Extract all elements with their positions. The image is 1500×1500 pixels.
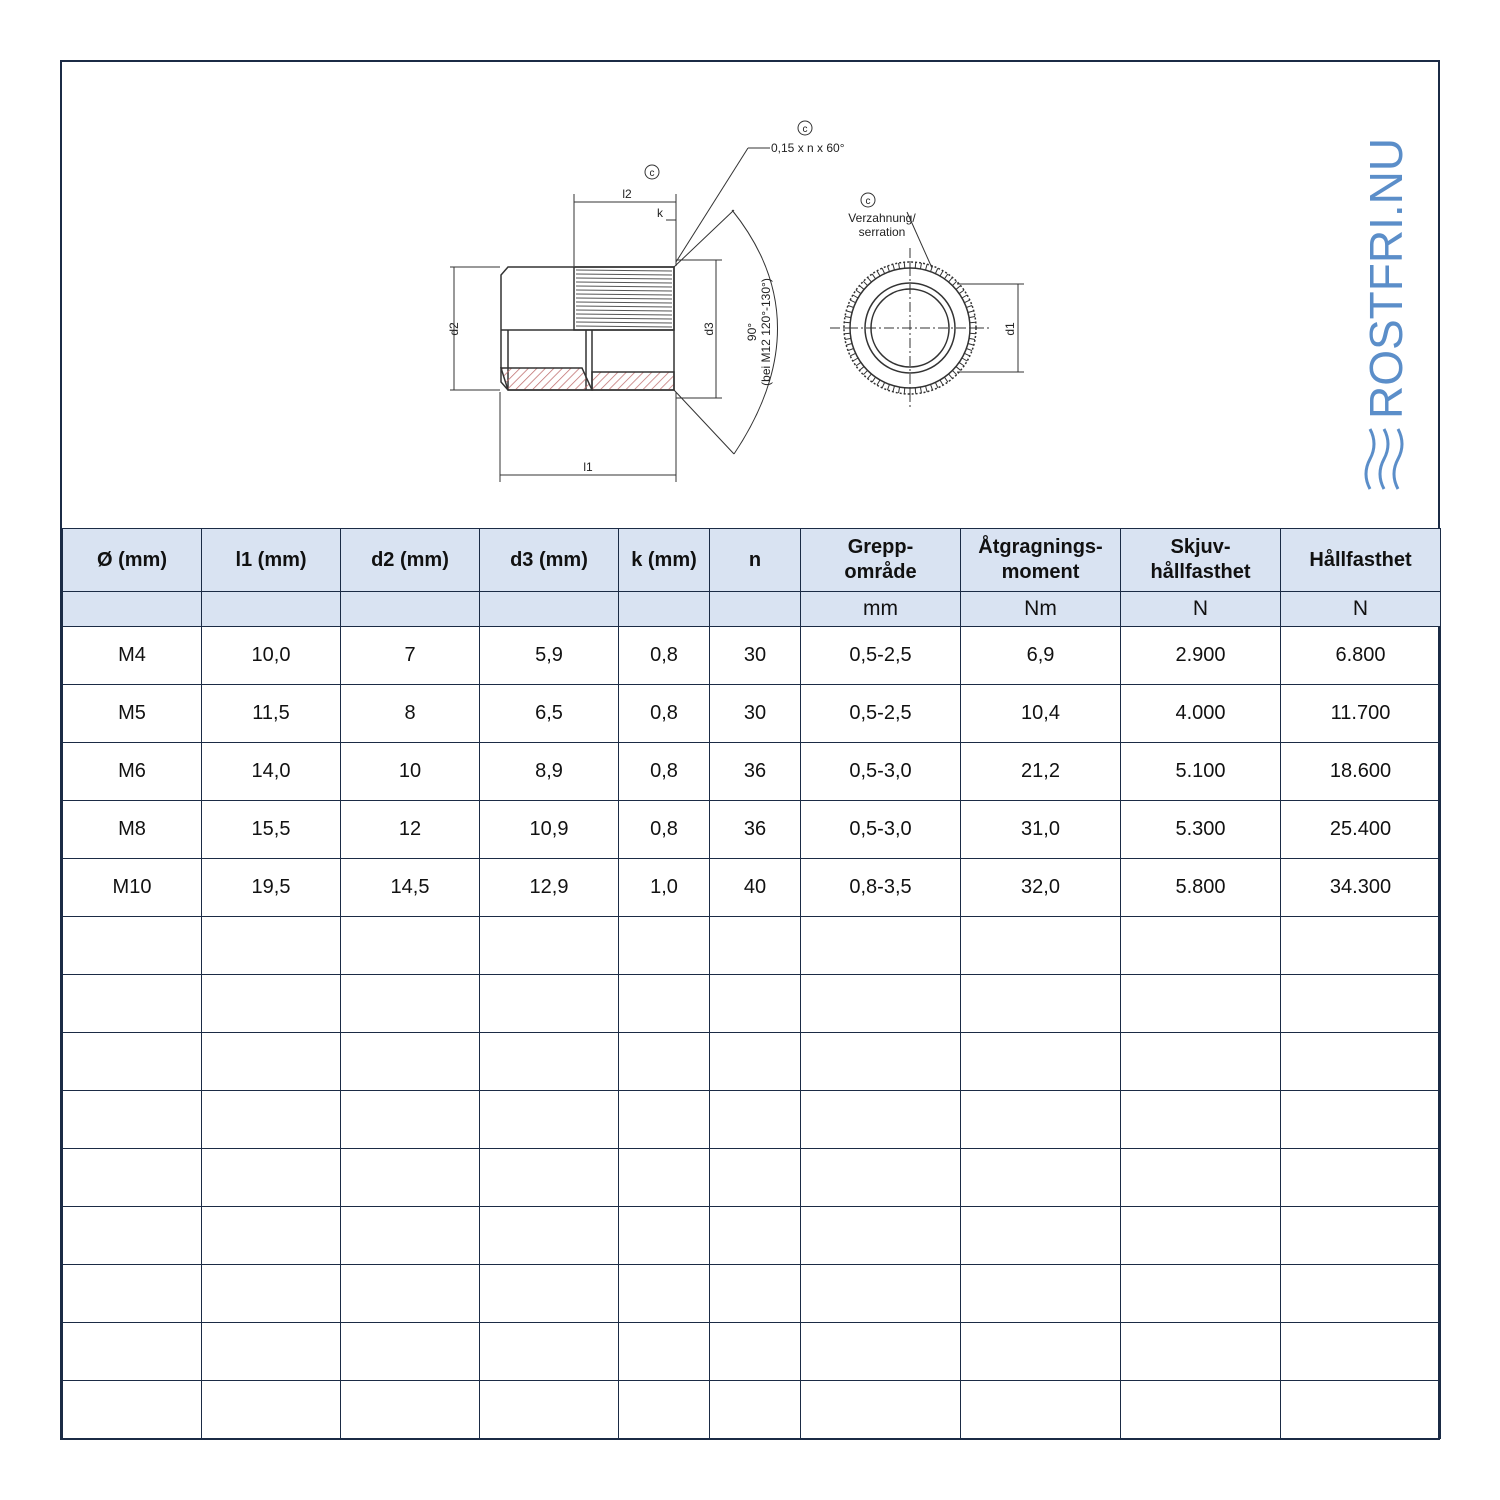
serration-tooth bbox=[926, 386, 928, 392]
table-cell: 40 bbox=[710, 859, 801, 917]
serration-tooth bbox=[966, 305, 972, 307]
serration-tooth bbox=[962, 295, 967, 298]
table-cell: M5 bbox=[63, 685, 202, 743]
table-cell: 30 bbox=[710, 685, 801, 743]
table-cell: 0,8 bbox=[619, 685, 710, 743]
table-cell bbox=[480, 1323, 619, 1381]
column-header-line1: Ø (mm) bbox=[97, 548, 167, 571]
serration-tooth bbox=[899, 387, 900, 393]
table-cell: 19,5 bbox=[202, 859, 341, 917]
dim-l2-label: l2 bbox=[622, 187, 632, 201]
table-cell bbox=[1281, 1149, 1441, 1207]
serration-tooth bbox=[872, 377, 875, 382]
serration-tooth bbox=[863, 370, 867, 374]
serration-tooth bbox=[956, 286, 961, 290]
table-cell bbox=[801, 1149, 961, 1207]
table-cell bbox=[1281, 1265, 1441, 1323]
serration-tooth bbox=[920, 387, 921, 393]
table-cell bbox=[1281, 1323, 1441, 1381]
angle-label-2: (bei M12 120°-130°) bbox=[759, 278, 773, 386]
serration-tooth bbox=[877, 380, 880, 385]
column-header-line1: Åtgragnings- bbox=[978, 536, 1103, 558]
units-row bbox=[63, 592, 1441, 627]
column-header-line2: hållfasthet bbox=[1150, 561, 1251, 583]
table-row bbox=[63, 1207, 1441, 1265]
serration-tooth bbox=[915, 262, 916, 268]
serration-line bbox=[576, 322, 672, 323]
serration-tooth bbox=[877, 271, 880, 276]
side-view bbox=[501, 267, 674, 390]
table-cell bbox=[480, 1381, 619, 1439]
table-cell bbox=[341, 1323, 480, 1381]
dim-d3-label: d3 bbox=[702, 322, 716, 336]
column-header bbox=[202, 529, 341, 592]
table-cell bbox=[202, 1149, 341, 1207]
table-cell: 1,0 bbox=[619, 859, 710, 917]
serration-tooth bbox=[848, 305, 854, 307]
table-cell: 10,4 bbox=[961, 685, 1121, 743]
serration-tooth bbox=[863, 281, 867, 285]
serration-tooth bbox=[964, 353, 969, 356]
table-row bbox=[63, 917, 1441, 975]
column-header bbox=[801, 529, 961, 592]
table-cell: 10 bbox=[341, 743, 480, 801]
serration-tooth bbox=[856, 362, 861, 365]
table-cell bbox=[202, 917, 341, 975]
column-header bbox=[710, 529, 801, 592]
table-cell bbox=[1121, 1091, 1281, 1149]
table-cell: 5.100 bbox=[1121, 743, 1281, 801]
table-row bbox=[63, 1323, 1441, 1381]
unit-cell: Nm bbox=[961, 592, 1121, 627]
serration-tooth bbox=[868, 374, 872, 379]
unit-cell bbox=[710, 592, 801, 627]
table-cell bbox=[1121, 975, 1281, 1033]
unit-cell: N bbox=[1281, 592, 1441, 627]
serration-line bbox=[576, 278, 672, 279]
table-cell: 5,9 bbox=[480, 627, 619, 685]
column-header bbox=[619, 529, 710, 592]
serration-tooth bbox=[944, 274, 947, 279]
serration-tooth bbox=[904, 262, 905, 268]
table-row bbox=[63, 685, 1441, 743]
serration-tooth bbox=[868, 277, 872, 282]
table-cell bbox=[710, 1323, 801, 1381]
table-cell bbox=[619, 1381, 710, 1439]
table-cell bbox=[619, 1323, 710, 1381]
table-cell: 36 bbox=[710, 801, 801, 859]
unit-cell bbox=[202, 592, 341, 627]
serration-tooth bbox=[970, 322, 976, 323]
table-cell bbox=[341, 1265, 480, 1323]
table-cell: 6,5 bbox=[480, 685, 619, 743]
table-cell bbox=[961, 1265, 1121, 1323]
spec-table bbox=[62, 528, 1441, 1439]
serration-tooth bbox=[859, 286, 864, 290]
serration-line bbox=[576, 282, 672, 283]
column-header bbox=[480, 529, 619, 592]
serration-line bbox=[576, 310, 672, 311]
table-cell bbox=[202, 1207, 341, 1265]
table-row bbox=[63, 801, 1441, 859]
table-cell bbox=[961, 1207, 1121, 1265]
table-cell bbox=[1121, 1149, 1281, 1207]
table-cell bbox=[1121, 1265, 1281, 1323]
table-cell: 8 bbox=[341, 685, 480, 743]
serration-tooth bbox=[887, 266, 889, 272]
table-cell bbox=[710, 1091, 801, 1149]
serration-tooth bbox=[940, 271, 943, 276]
table-cell bbox=[202, 975, 341, 1033]
table-cell bbox=[710, 917, 801, 975]
column-header-line1: Grepp- bbox=[847, 536, 914, 558]
column-header-line1: Skjuv- bbox=[1170, 536, 1231, 558]
serration-line bbox=[576, 302, 672, 303]
column-header bbox=[1121, 529, 1281, 592]
table-cell: 4.000 bbox=[1121, 685, 1281, 743]
table-cell bbox=[801, 1265, 961, 1323]
serration-tooth bbox=[952, 370, 956, 374]
serration-tooth bbox=[966, 349, 972, 351]
table-cell bbox=[619, 1149, 710, 1207]
table-cell bbox=[1121, 1323, 1281, 1381]
table-cell bbox=[341, 1091, 480, 1149]
serration-line bbox=[576, 314, 672, 315]
column-header-line2: moment bbox=[1001, 561, 1080, 583]
header-row bbox=[63, 529, 1441, 592]
table-cell: 0,5-3,0 bbox=[801, 801, 961, 859]
table-cell: 6,9 bbox=[961, 627, 1121, 685]
table-cell: 34.300 bbox=[1281, 859, 1441, 917]
serration-tooth bbox=[846, 311, 852, 313]
table-cell: 11,5 bbox=[202, 685, 341, 743]
column-header-line1: k (mm) bbox=[631, 548, 697, 571]
serration-tooth bbox=[940, 380, 943, 385]
table-row bbox=[63, 1265, 1441, 1323]
column-header bbox=[63, 529, 202, 592]
end-view bbox=[830, 212, 1024, 408]
table-cell bbox=[480, 1149, 619, 1207]
table-row bbox=[63, 1033, 1441, 1091]
table-cell: 14,0 bbox=[202, 743, 341, 801]
table-cell bbox=[619, 975, 710, 1033]
table-cell bbox=[63, 975, 202, 1033]
dimension-lines bbox=[450, 148, 778, 482]
serration-tooth bbox=[964, 300, 969, 303]
serration-tooth bbox=[850, 353, 855, 356]
table-row bbox=[63, 743, 1441, 801]
callout-c-1: c bbox=[802, 124, 808, 135]
table-cell: 0,5-3,0 bbox=[801, 743, 961, 801]
table-cell bbox=[619, 1033, 710, 1091]
table-cell bbox=[961, 1149, 1121, 1207]
table-cell bbox=[1281, 975, 1441, 1033]
rostfri-logo bbox=[1360, 114, 1412, 494]
table-cell: 2.900 bbox=[1121, 627, 1281, 685]
table-cell bbox=[341, 1381, 480, 1439]
table-cell bbox=[1121, 1033, 1281, 1091]
table-cell: 6.800 bbox=[1281, 627, 1441, 685]
table-cell bbox=[1281, 1381, 1441, 1439]
table-cell: 30 bbox=[710, 627, 801, 685]
table-cell bbox=[63, 1149, 202, 1207]
table-cell bbox=[801, 1033, 961, 1091]
table-cell bbox=[1281, 1207, 1441, 1265]
serration-tooth bbox=[956, 367, 961, 371]
chamfer-note: 0,15 x n x 60° bbox=[771, 141, 845, 155]
table-cell: M8 bbox=[63, 801, 202, 859]
unit-cell: N bbox=[1121, 592, 1281, 627]
serration-line bbox=[576, 286, 672, 287]
table-cell: 31,0 bbox=[961, 801, 1121, 859]
serration-tooth bbox=[935, 382, 938, 387]
serration-tooth bbox=[882, 268, 885, 273]
table-cell bbox=[202, 1381, 341, 1439]
angle-label-1: 90° bbox=[745, 322, 759, 342]
spec-sheet-frame bbox=[60, 60, 1440, 1440]
wave-icon bbox=[1366, 429, 1402, 489]
serration-tooth bbox=[949, 374, 953, 379]
table-cell bbox=[341, 1207, 480, 1265]
table-cell bbox=[961, 975, 1121, 1033]
column-header-line2: område bbox=[844, 561, 917, 583]
table-row bbox=[63, 1149, 1441, 1207]
table-cell bbox=[63, 1381, 202, 1439]
serration-tooth bbox=[926, 264, 928, 270]
table-cell bbox=[480, 1091, 619, 1149]
spec-table-body bbox=[63, 529, 1441, 1439]
serration-tooth bbox=[970, 333, 976, 334]
table-cell bbox=[961, 917, 1121, 975]
serration-tooth bbox=[899, 263, 900, 269]
column-header-line1: Hållfasthet bbox=[1309, 548, 1412, 571]
column-header-line1: d3 (mm) bbox=[510, 548, 588, 571]
table-cell bbox=[341, 1033, 480, 1091]
table-cell bbox=[341, 917, 480, 975]
table-cell bbox=[1281, 1033, 1441, 1091]
table-cell bbox=[710, 1381, 801, 1439]
table-cell bbox=[63, 1323, 202, 1381]
table-cell bbox=[480, 1265, 619, 1323]
serration-tooth bbox=[931, 384, 933, 390]
table-row bbox=[63, 859, 1441, 917]
rivet-nut-drawing bbox=[62, 62, 1438, 528]
table-cell bbox=[710, 1149, 801, 1207]
table-cell bbox=[1281, 917, 1441, 975]
table-row bbox=[63, 975, 1441, 1033]
serration-tooth bbox=[962, 358, 967, 361]
table-cell: 8,9 bbox=[480, 743, 619, 801]
serration-label-2: serration bbox=[858, 225, 906, 239]
table-cell bbox=[710, 1207, 801, 1265]
table-cell: 32,0 bbox=[961, 859, 1121, 917]
table-cell bbox=[202, 1323, 341, 1381]
serration-tooth bbox=[920, 263, 921, 269]
serration-tooth bbox=[882, 382, 885, 387]
serration-tooth bbox=[845, 317, 851, 318]
table-cell bbox=[1121, 917, 1281, 975]
dim-l1-label: l1 bbox=[583, 460, 593, 474]
unit-cell bbox=[341, 592, 480, 627]
serration-tooth bbox=[959, 290, 964, 293]
table-cell bbox=[710, 975, 801, 1033]
table-cell bbox=[619, 1091, 710, 1149]
unit-cell bbox=[63, 592, 202, 627]
serration-label-1: Verzahnung/ bbox=[848, 211, 916, 225]
serration-tooth bbox=[844, 322, 850, 323]
table-cell: 11.700 bbox=[1281, 685, 1441, 743]
serration-tooth bbox=[848, 349, 854, 351]
table-row bbox=[63, 1091, 1441, 1149]
table-cell: 15,5 bbox=[202, 801, 341, 859]
serration-tooth bbox=[969, 338, 975, 339]
table-cell: 7 bbox=[341, 627, 480, 685]
table-cell bbox=[619, 917, 710, 975]
callout-c-3: c bbox=[865, 196, 871, 207]
serration-line bbox=[576, 298, 672, 299]
table-cell bbox=[480, 1033, 619, 1091]
serration-line bbox=[576, 326, 672, 327]
serration-tooth bbox=[859, 367, 864, 371]
table-cell bbox=[710, 1033, 801, 1091]
serration-tooth bbox=[872, 274, 875, 279]
table-cell: 0,8 bbox=[619, 627, 710, 685]
table-cell bbox=[480, 1207, 619, 1265]
serration-tooth bbox=[845, 338, 851, 339]
dim-k-label: k bbox=[657, 206, 663, 220]
column-header-line1: l1 (mm) bbox=[235, 548, 307, 571]
unit-cell bbox=[619, 592, 710, 627]
table-cell bbox=[801, 1091, 961, 1149]
serration-line bbox=[576, 274, 672, 275]
table-cell: 0,8 bbox=[619, 743, 710, 801]
serration-tooth bbox=[949, 277, 953, 282]
serration-tooth bbox=[844, 333, 850, 334]
table-cell: 36 bbox=[710, 743, 801, 801]
table-cell bbox=[619, 1265, 710, 1323]
table-cell bbox=[801, 1207, 961, 1265]
table-cell: M4 bbox=[63, 627, 202, 685]
callout-marks bbox=[645, 121, 875, 207]
table-cell: 0,8-3,5 bbox=[801, 859, 961, 917]
table-cell bbox=[801, 1381, 961, 1439]
table-cell: 18.600 bbox=[1281, 743, 1441, 801]
table-cell bbox=[1281, 1091, 1441, 1149]
serration-line bbox=[576, 318, 672, 319]
table-cell bbox=[961, 1091, 1121, 1149]
table-cell bbox=[63, 1091, 202, 1149]
column-header-line1: d2 (mm) bbox=[371, 548, 449, 571]
table-cell: 14,5 bbox=[341, 859, 480, 917]
table-cell bbox=[961, 1381, 1121, 1439]
serration-lines bbox=[576, 270, 672, 327]
serration-tooth bbox=[887, 384, 889, 390]
table-cell bbox=[480, 917, 619, 975]
serration-tooth bbox=[853, 295, 858, 298]
column-header bbox=[961, 529, 1121, 592]
serration-tooth bbox=[968, 344, 974, 346]
table-cell bbox=[480, 975, 619, 1033]
serration-tooth bbox=[850, 300, 855, 303]
column-header bbox=[341, 529, 480, 592]
column-header bbox=[1281, 529, 1441, 592]
column-header-line1: n bbox=[748, 548, 762, 571]
table-cell: 10,9 bbox=[480, 801, 619, 859]
table-cell: M10 bbox=[63, 859, 202, 917]
serration-line bbox=[576, 290, 672, 291]
dim-d1-label: d1 bbox=[1003, 322, 1017, 336]
unit-cell: mm bbox=[801, 592, 961, 627]
table-cell: 10,0 bbox=[202, 627, 341, 685]
table-cell bbox=[801, 975, 961, 1033]
table-cell bbox=[202, 1265, 341, 1323]
dim-d2-label: d2 bbox=[447, 322, 461, 336]
serration-tooth bbox=[893, 264, 895, 270]
brand-name: ROSTFRI.NU bbox=[1360, 137, 1412, 419]
table-cell: 5.300 bbox=[1121, 801, 1281, 859]
table-cell bbox=[63, 917, 202, 975]
callout-c-2: c bbox=[649, 168, 655, 179]
table-cell: 0,8 bbox=[619, 801, 710, 859]
unit-cell bbox=[480, 592, 619, 627]
table-cell bbox=[341, 1149, 480, 1207]
serration-tooth bbox=[856, 290, 861, 293]
table-cell bbox=[1121, 1381, 1281, 1439]
table-cell bbox=[801, 1323, 961, 1381]
serration-tooth bbox=[846, 344, 852, 346]
table-cell: 12 bbox=[341, 801, 480, 859]
table-cell bbox=[710, 1265, 801, 1323]
table-cell bbox=[63, 1207, 202, 1265]
table-cell bbox=[63, 1265, 202, 1323]
serration-tooth bbox=[968, 311, 974, 313]
table-cell: 0,5-2,5 bbox=[801, 685, 961, 743]
table-cell: 21,2 bbox=[961, 743, 1121, 801]
serration-tooth bbox=[915, 388, 916, 394]
serration-tooth bbox=[893, 386, 895, 392]
table-cell: 12,9 bbox=[480, 859, 619, 917]
table-cell: M6 bbox=[63, 743, 202, 801]
table-row bbox=[63, 1381, 1441, 1439]
serration-line bbox=[576, 306, 672, 307]
serration-tooth bbox=[944, 377, 947, 382]
serration-tooth bbox=[952, 281, 956, 285]
table-cell bbox=[341, 975, 480, 1033]
serration-tooth bbox=[853, 358, 858, 361]
table-row bbox=[63, 627, 1441, 685]
serration-tooth bbox=[935, 268, 938, 273]
serration-tooth bbox=[969, 317, 975, 318]
table-cell bbox=[619, 1207, 710, 1265]
serration-line bbox=[576, 270, 672, 271]
table-cell: 25.400 bbox=[1281, 801, 1441, 859]
serration-tooth bbox=[959, 362, 964, 365]
serration-line bbox=[576, 294, 672, 295]
table-cell bbox=[63, 1033, 202, 1091]
table-cell bbox=[1121, 1207, 1281, 1265]
table-cell bbox=[961, 1323, 1121, 1381]
serration-tooth bbox=[904, 388, 905, 394]
table-cell bbox=[202, 1033, 341, 1091]
table-cell bbox=[202, 1091, 341, 1149]
table-cell bbox=[961, 1033, 1121, 1091]
table-cell: 0,5-2,5 bbox=[801, 627, 961, 685]
table-cell bbox=[801, 917, 961, 975]
table-cell: 5.800 bbox=[1121, 859, 1281, 917]
